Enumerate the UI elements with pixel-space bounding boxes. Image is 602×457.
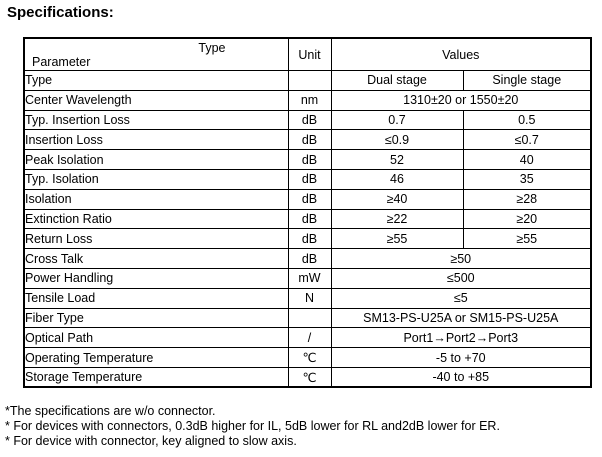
table-row-tensile-load — [24, 288, 591, 308]
value-cell: -5 to +70 — [331, 348, 591, 368]
value-cell: -40 to +85 — [331, 367, 591, 387]
unit-cell: / — [288, 328, 331, 348]
unit-cell: nm — [288, 90, 331, 110]
param-cell: Peak Isolation — [24, 150, 288, 170]
table-row-extinction-ratio — [24, 209, 591, 229]
param-cell: Center Wavelength — [24, 90, 288, 110]
corner-header-cell — [24, 38, 288, 71]
unit-cell: N — [288, 288, 331, 308]
footnote-line: * For device with connector, key aligned to slow axis. — [5, 434, 297, 449]
param-cell: Fiber Type — [24, 308, 288, 328]
unit-cell: dB — [288, 229, 331, 249]
table-row-fiber-type — [24, 308, 591, 328]
value-cell-single: ≥28 — [463, 189, 591, 209]
footnote-line: * For devices with connectors, 0.3dB higher for IL, 5dB lower for RL and2dB lower for ER. — [5, 419, 500, 434]
value-cell-dual: ≤0.9 — [331, 130, 463, 150]
table-row-typ-isolation — [24, 169, 591, 189]
table-row-operating-temperature — [24, 348, 591, 368]
value-cell-single: 35 — [463, 169, 591, 189]
table-row-typ-insertion-loss — [24, 110, 591, 130]
unit-cell — [288, 71, 331, 91]
table-row-return-loss — [24, 229, 591, 249]
value-cell-dual: ≥55 — [331, 229, 463, 249]
param-cell: Extinction Ratio — [24, 209, 288, 229]
value-cell-single: 0.5 — [463, 110, 591, 130]
value-cell: ≤5 — [331, 288, 591, 308]
unit-cell: dB — [288, 189, 331, 209]
unit-cell: ℃ — [288, 348, 331, 368]
unit-cell: dB — [288, 209, 331, 229]
values-column-header: Values — [331, 38, 591, 71]
value-cell: ≤500 — [331, 268, 591, 288]
table-row-insertion-loss — [24, 130, 591, 150]
value-cell: SM13-PS-U25A or SM15-PS-U25A — [331, 308, 591, 328]
unit-cell: dB — [288, 110, 331, 130]
value-cell: Port1→Port2→Port3 — [331, 328, 591, 348]
corner-parameter-label: Parameter — [32, 55, 91, 69]
value-cell: 1310±20 or 1550±20 — [331, 90, 591, 110]
param-cell: Storage Temperature — [24, 367, 288, 387]
specifications-table — [23, 37, 592, 388]
table-row-optical-path — [24, 328, 591, 348]
value-cell-dual: ≥40 — [331, 189, 463, 209]
value-cell-dual: 0.7 — [331, 110, 463, 130]
param-cell: Optical Path — [24, 328, 288, 348]
param-cell: Isolation — [24, 189, 288, 209]
unit-cell — [288, 308, 331, 328]
value-cell-dual: 46 — [331, 169, 463, 189]
corner-type-label: Type — [198, 41, 226, 55]
param-cell: Return Loss — [24, 229, 288, 249]
value-cell-single: ≥20 — [463, 209, 591, 229]
table-row-cross-talk — [24, 249, 591, 269]
param-cell: Typ. Insertion Loss — [24, 110, 288, 130]
table-header-row — [24, 38, 591, 71]
table-row-isolation — [24, 189, 591, 209]
corner-header-inner — [25, 39, 288, 70]
table-row-center-wavelength — [24, 90, 591, 110]
table-row-storage-temperature — [24, 367, 591, 387]
unit-cell: ℃ — [288, 367, 331, 387]
param-cell: Tensile Load — [24, 288, 288, 308]
unit-cell: dB — [288, 169, 331, 189]
param-cell: Typ. Isolation — [24, 169, 288, 189]
value-cell-single: Single stage — [463, 71, 591, 91]
unit-cell: dB — [288, 150, 331, 170]
param-cell: Power Handling — [24, 268, 288, 288]
value-cell-single: 40 — [463, 150, 591, 170]
value-cell-single: ≥55 — [463, 229, 591, 249]
table-row-power-handling — [24, 268, 591, 288]
param-cell: Operating Temperature — [24, 348, 288, 368]
param-cell: Type — [24, 71, 288, 91]
value-cell-dual: ≥22 — [331, 209, 463, 229]
value-cell-dual: Dual stage — [331, 71, 463, 91]
footnotes — [5, 404, 500, 450]
unit-cell: dB — [288, 130, 331, 150]
value-cell-dual: 52 — [331, 150, 463, 170]
page-title: Specifications: — [7, 4, 114, 21]
value-cell-single: ≤0.7 — [463, 130, 591, 150]
table-row-type — [24, 71, 591, 91]
param-cell: Insertion Loss — [24, 130, 288, 150]
table-row-peak-isolation — [24, 150, 591, 170]
footnote-line: *The specifications are w/o connector. — [5, 404, 216, 418]
unit-cell: dB — [288, 249, 331, 269]
unit-column-header: Unit — [288, 38, 331, 71]
unit-cell: mW — [288, 268, 331, 288]
value-cell: ≥50 — [331, 249, 591, 269]
param-cell: Cross Talk — [24, 249, 288, 269]
